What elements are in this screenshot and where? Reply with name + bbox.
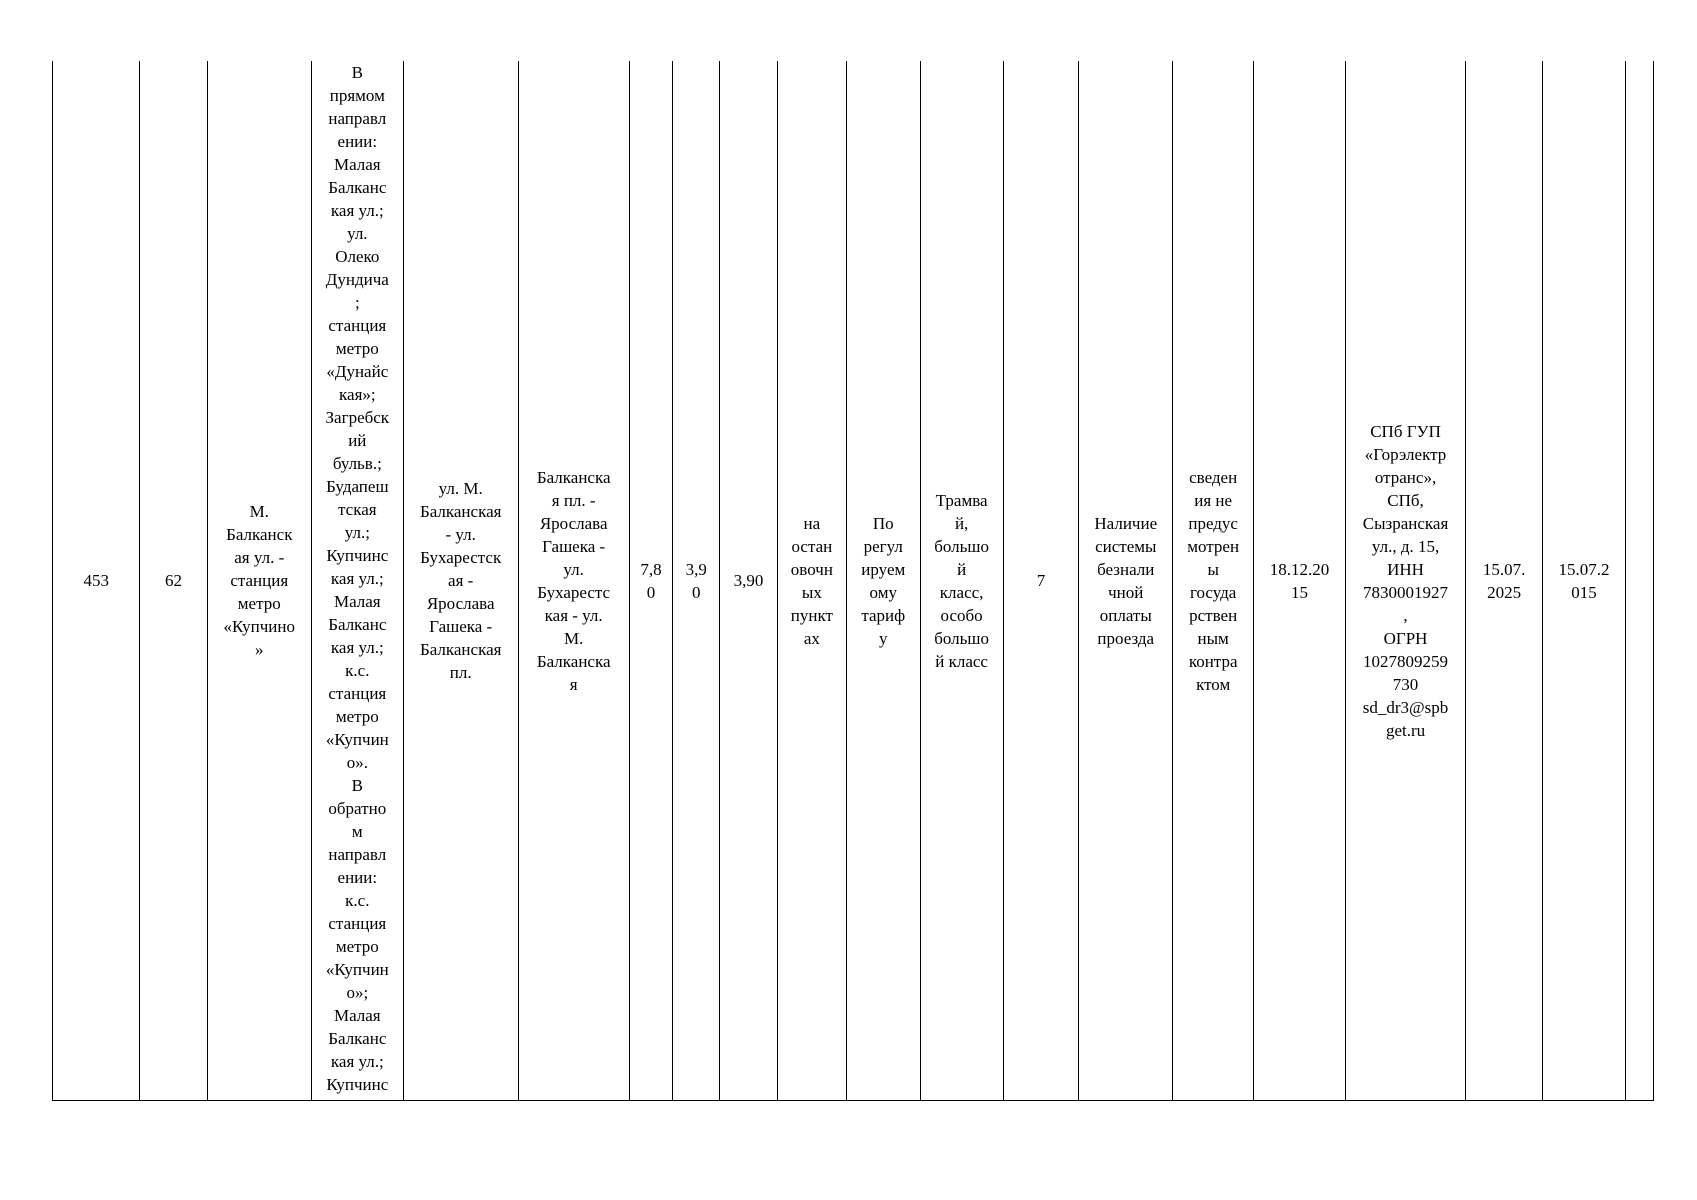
vehicle-count: 7: [1036, 571, 1046, 590]
length-forward: 3,9 0: [685, 559, 707, 602]
streets-backward: Балканска я пл. - Ярослава Гашека - ул. Бухарестс кая - ул. М. Балканска я: [536, 467, 611, 694]
route-register-table: [52, 61, 1654, 1101]
carrier-info: СПб ГУП «Горэлектр отранс», СПб, Сызранская ул., д. 15, ИНН 7830001927 , ОГРН 1027809259 730 sd_dr3@spb get.ru: [1362, 421, 1449, 740]
registry-number: 453: [83, 571, 109, 590]
vehicle-type: Трамва й, большо й класс, особо большо й класс: [934, 490, 989, 671]
cell-number: [53, 61, 140, 1101]
cell-start-date: [1254, 61, 1346, 1101]
cell-date-b: [1542, 61, 1625, 1101]
payment-info: Наличие системы безнали чной оплаты проезда: [1094, 513, 1158, 648]
cell-length-backward: [720, 61, 778, 1101]
streets-forward: ул. М. Балканская - ул. Бухарестск ая - Ярослава Гашека - Балканская пл.: [419, 479, 502, 682]
cell-route-path: [311, 61, 403, 1101]
cell-empty: [1626, 61, 1654, 1101]
cell-payment: [1079, 61, 1173, 1101]
cell-contract-info: [1173, 61, 1254, 1101]
cell-length-total: [629, 61, 673, 1101]
cell-route-name: [207, 61, 311, 1101]
cell-carrier: [1345, 61, 1465, 1101]
route-path: В прямом направл ении: Малая Балканс кая ул.; ул. Олеко Дундича ; станция метро «Дунайс кая»; Загребск ий бульв.; Будапеш тская ул.; Купчинс кая ул.; Малая Балканс кая ул.; к.с. станция метро «Купчин о». В обратно м направл ении: к.с. станция метро «Купчин о»; Малая Балканс кая ул.; Купчинс: [325, 63, 390, 1094]
cell-vehicle-count: [1003, 61, 1079, 1101]
stop-order: на остан овочн ых пункт ах: [790, 513, 833, 648]
route-name: М. Балканск ая ул. - станция метро «Купчино »: [223, 502, 295, 659]
cell-tariff: [847, 61, 921, 1101]
cell-length-forward: [673, 61, 720, 1101]
length-backward: 3,90: [733, 571, 764, 590]
cell-vehicle-type: [920, 61, 1003, 1101]
date-a: 15.07. 2025: [1482, 559, 1526, 602]
route-number: 62: [164, 571, 182, 590]
tariff: По регул ируем ому тариф у: [861, 513, 906, 648]
cell-streets-forward: [403, 61, 518, 1101]
contract-info: сведен ия не предус мотрен ы госуда рствен ным контра ктом: [1187, 467, 1240, 694]
cell-date-a: [1466, 61, 1543, 1101]
date-b: 15.07.2 015: [1558, 559, 1610, 602]
cell-route-number: [140, 61, 207, 1101]
cell-stop-order: [777, 61, 846, 1101]
table-row: [53, 61, 1654, 1101]
length-total: 7,8 0: [640, 559, 662, 602]
cell-streets-backward: [518, 61, 629, 1101]
start-date: 18.12.20 15: [1269, 559, 1330, 602]
